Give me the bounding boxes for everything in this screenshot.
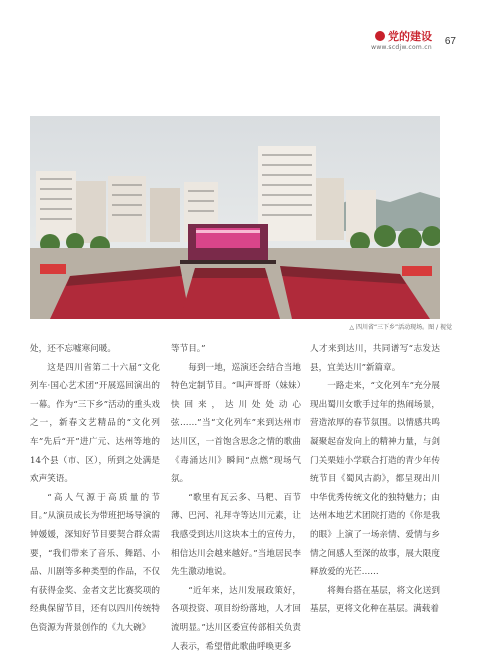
paragraph: 等节目。” <box>171 344 206 354</box>
party-emblem-icon <box>375 31 385 41</box>
paragraph: 处，还不忘嘘寒问暖。 <box>30 344 116 354</box>
paragraph: 人才来到达川，共同谱写“志发达县，宜美达川”新篇章。 <box>310 344 440 373</box>
magazine-logo <box>371 28 432 44</box>
paragraph: 将舞台搭在基层，将文化送到基层，更将文化种在基层。满载着 <box>310 585 440 615</box>
event-photo <box>30 116 440 319</box>
stage <box>180 224 276 264</box>
logo-text: 党的建设 <box>388 30 432 43</box>
outdoor-performance-scene <box>30 116 440 319</box>
page-header <box>371 28 432 51</box>
photo-caption: △ 四川省“三下乡”活动现场。图 / 视觉 <box>349 324 452 331</box>
paragraph: “高人气源于高质量的节目。”从演员成长为带班把场导演的钟媛媛，深知好节目要契合群众需要，“我们带来了音乐、舞蹈、小品、川剧等多种类型的作品，不仅有获得金奖、金者文艺比赛奖项的经典保留节目，还有以四川传统特色资源为背景创作的《九大碗》 <box>30 492 160 633</box>
website-url: www.scdjw.com.cn <box>371 44 432 51</box>
paragraph: 每到一地，巡演还会结合当地特色定制节目。“叫声哥哥（妹妹）快回来，达川处处动心弦……”当“文化列车”来到达州市达川区，一首饱含思念之情的歌曲《毒涌达川》瞬间“点燃”现场气氛。 <box>171 362 301 485</box>
text-column-1 <box>30 340 160 638</box>
page-number: 67 <box>444 36 456 47</box>
paragraph: 这是四川省第二十六届“文化列车·国心艺术团”开展巡回演出的一幕。作为“三下乡”活动的重头戏之一，新春文艺精品的“文化列车”先后“开”进广元、达州等地的14个县（市、区），所到之处满是欢声笑语。 <box>30 362 160 485</box>
paragraph: 一路走来，“文化列车”充分展现出蜀川女歌手过年的热闹场景，营造浓厚的春节氛围。以情感共鸣凝聚起奋发向上的精神力量，与剑门关栗娃小学联合打造的青少年传统节目《蜀风古韵》，都呈现出川中华优秀传统文化的独特魅力；由达州本地艺术团院打造的《你是我的眼》上演了一场亲情、爱情与乡情之间感人至深的故事，展大限度释放爱的光芒…… <box>310 381 440 578</box>
text-column-3 <box>310 340 440 619</box>
paragraph: “歌里有瓦云多、马粑、百节薄、巴河、礼拜寺等达川元素，让我感受到达川这块本土的宣传力，相信达川会越来越好。”当地居民李先生激动地说。 <box>171 492 301 578</box>
paragraph: “近年来，达川发展政策好，各项投资、项目纷纷落地，人才回流明显。”达川区委宣传部相关负责人表示，希望借此歌曲呼唤更多 <box>171 585 301 652</box>
text-column-2 <box>171 340 301 656</box>
